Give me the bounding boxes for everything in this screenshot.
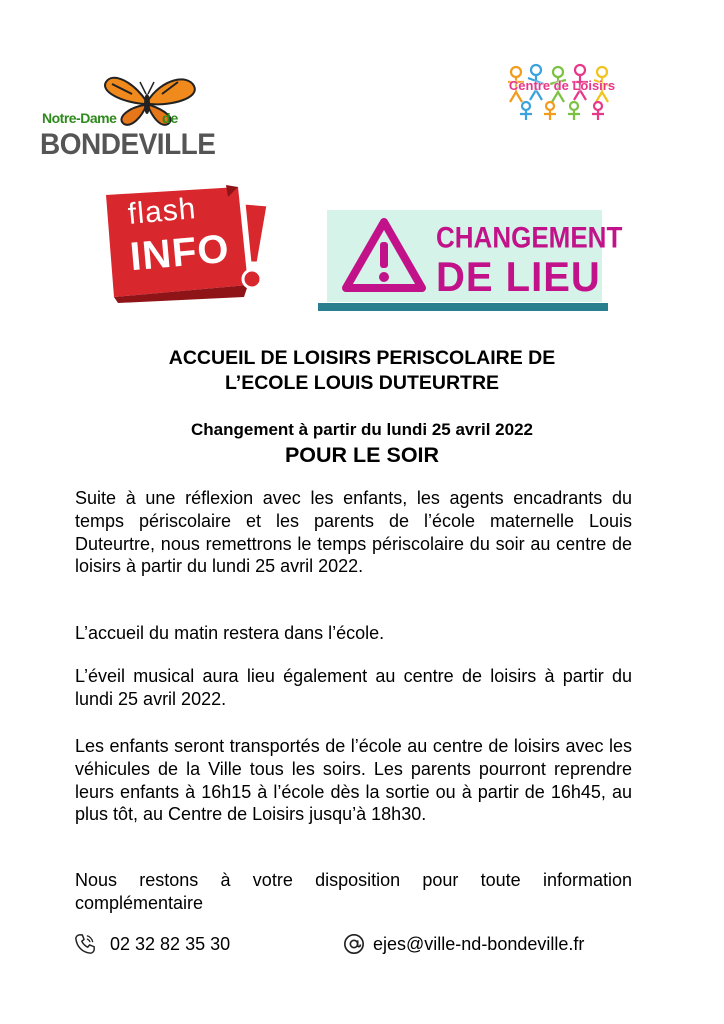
contact-email [343,930,584,958]
at-sign-icon [343,933,365,955]
centre-loisirs-logo [506,62,618,124]
subtitle: Changement à partir du lundi 25 avril 2022 [191,420,533,439]
exclamation-icon [236,201,276,291]
paragraph-accueil-matin: L’accueil du matin restera dans l’école. [75,623,385,643]
title-line-1: ACCUEIL DE LOISIRS PERISCOLAIRE DE [168,347,556,369]
centre-loisirs-text: Centre de Loisirs [508,78,616,93]
paragraph-transport: Les enfants seront transportés de l’école au centre de loisirs avec les véhicules de la Ville tous les soirs. Les parents pourront reprendre leurs enfants à 16h15 à l’école dès la sortie ou à partir de 16h45, au plus tôt, au Centre de Loisirs jusqu’à 18h30. [75,736,632,825]
phone-icon [74,933,96,955]
flash-text: flash [126,192,198,231]
flash-info-badge [98,185,278,303]
changement-text: CHANGEMENT [436,220,623,255]
town-logo-small-text: Notre-Dame [42,110,117,126]
changement-lieu-badge [318,210,623,312]
email-address[interactable]: ejes@ville-nd-bondeville.fr [373,933,585,954]
warning-triangle-icon [340,216,428,296]
town-logo-de-text: de [162,110,179,126]
info-text: INFO [128,226,232,280]
phone-number[interactable]: 02 32 82 35 30 [110,933,231,954]
emphasis-heading: POUR LE SOIR [284,443,440,467]
children-icon [506,62,618,124]
town-logo [40,72,216,161]
changement-lieu-underline [318,303,608,311]
title-line-2: L’ECOLE LOUIS DUTEURTRE [224,372,500,394]
paragraph-disposition: Nous restons à votre disposition pour toute information complémentaire [75,870,632,913]
paragraph-eveil-musical: L’éveil musical aura lieu également au centre de loisirs à partir du lundi 25 avril 2022. [75,666,632,709]
contact-phone [74,930,230,958]
paragraph-reflexion: Suite à une réflexion avec les enfants, les agents encadrants du temps périscolaire et les parents de l’école maternelle Louis Duteurtre, nous remettrons le temps périscolaire du soir au centre de loisirs à partir du lundi 25 avril 2022. [75,488,632,577]
de-lieu-text: DE LIEU [436,254,601,301]
town-logo-name: BONDEVILLE [40,128,216,161]
